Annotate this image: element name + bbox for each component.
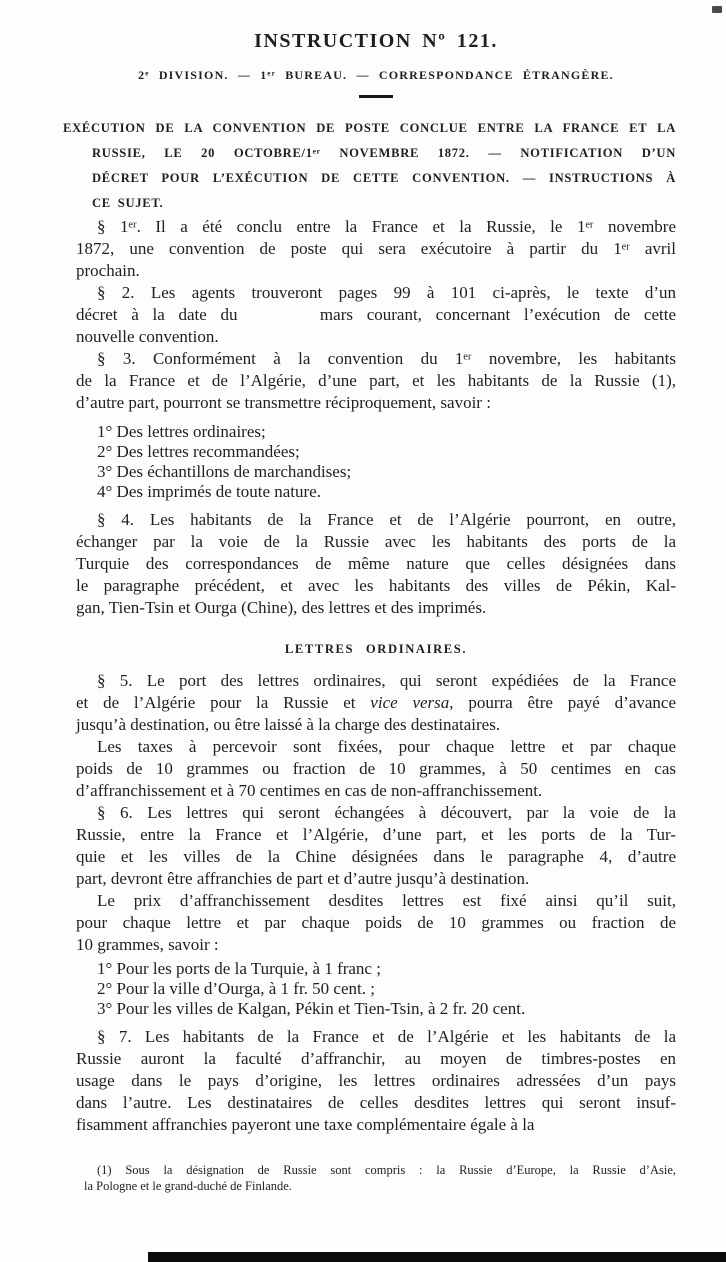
text-line: Turquie des correspondances de même nature que celles désignées dans (76, 554, 676, 573)
paragraph-3 (76, 348, 676, 414)
subject-heading (63, 116, 676, 216)
text-line: d’autre part, pourront se transmettre réciproquement, savoir : (76, 393, 491, 412)
text-line: § 3. Conformément à la convention du 1ᵉʳ novembre, les habitants (97, 349, 676, 368)
paragraph-6 (76, 802, 676, 890)
text-line: fisamment affranchies payeront une taxe complémentaire égale à la (76, 1115, 535, 1134)
paragraph-5 (76, 670, 676, 736)
document-body (63, 116, 676, 1136)
text-line: décret à la date du mars courant, concernant l’exécution de cette (76, 305, 676, 324)
paragraph-4 (76, 509, 676, 619)
text-line: échanger par la voie de la Russie avec les habitants des ports de la (76, 532, 676, 551)
text-line: Les taxes à percevoir sont fixées, pour chaque lettre et par chaque (97, 737, 676, 756)
paragraph-1 (76, 216, 676, 282)
section-lettres-ordinaires: LETTRES ORDINAIRES. (284, 642, 468, 656)
text-line: § 7. Les habitants de la France et de l’Algérie et les habitants de la (97, 1027, 676, 1046)
document-title: INSTRUCTION Nº 121. (254, 30, 498, 52)
paragraph-5-taxes (76, 736, 676, 802)
text-line: jusqu’à destination, ou être laissé à la charge des destinataires. (76, 715, 501, 734)
text-line: nouvelle convention. (76, 327, 219, 346)
text-line: de la France et de l’Algérie, d’une part, et les habitants de la Russie (1), (76, 371, 676, 390)
list-item: 4° Des imprimés de toute nature. (97, 482, 321, 501)
tariff-list (76, 959, 676, 1019)
correspondence-types-list (76, 422, 676, 502)
separator-rule (359, 95, 393, 98)
text-line: et de l’Algérie pour la Russie et vice versa, pourra être payé d’avance (76, 693, 676, 712)
text-line: prochain. (76, 261, 140, 280)
list-item: 2° Pour la ville d’Ourga, à 1 fr. 50 cent. ; (97, 979, 375, 998)
text-line: part, devront être affranchies de part et d’autre jusqu’à destination. (76, 869, 530, 888)
text-line: quie et les villes de la Chine désignées dans le paragraphe 4, d’autre (76, 847, 676, 866)
text-column (63, 28, 676, 1136)
paragraph-2 (76, 282, 676, 348)
text-line: le paragraphe précédent, et avec les habitants des villes de Pékin, Kal- (76, 576, 676, 595)
text-line: 1872, une convention de poste qui sera exécutoire à partir du 1ᵉʳ avril (76, 239, 676, 258)
paragraph-7 (76, 1026, 676, 1136)
text-line: § 2. Les agents trouveront pages 99 à 101 ci-après, le texte d’un (97, 283, 676, 302)
text-line: poids de 10 grammes ou fraction de 10 grammes, à 50 centimes en cas (76, 759, 676, 778)
text-line: d’affranchissement et à 70 centimes en cas de non-affranchissement. (76, 781, 543, 800)
list-item: 1° Des lettres ordinaires; (97, 422, 266, 441)
footnote (84, 1162, 676, 1194)
division-line: 2ᵉ DIVISION. — 1ᵉʳ BUREAU. — CORRESPONDANCE ÉTRANGÈRE. (138, 68, 614, 82)
scan-artifact-bar (148, 1252, 726, 1262)
text-line: Le prix d’affranchissement desdites lettres est fixé ainsi qu’il suit, (97, 891, 676, 910)
heading-line: EXÉCUTION DE LA CONVENTION DE POSTE CONCLUE ENTRE LA FRANCE ET LA (63, 121, 676, 135)
text-line: 10 grammes, savoir : (76, 935, 219, 954)
text-line: Russie auront la faculté d’affranchir, au moyen de timbres-postes en (76, 1049, 676, 1068)
text-line: § 4. Les habitants de la France et de l’Algérie pourront, en outre, (97, 510, 676, 529)
text-line: dans l’autre. Les destinataires de celles desdites lettres qui seront insuf- (76, 1093, 676, 1112)
heading-line: CE SUJET. (92, 196, 164, 210)
footnote-line: (1) Sous la désignation de Russie sont compris : la Russie d’Europe, la Russie d’Asie, (97, 1163, 676, 1177)
list-item: 1° Pour les ports de la Turquie, à 1 franc ; (97, 959, 381, 978)
text-line: Russie, entre la France et l’Algérie, d’une part, et les ports de la Tur- (76, 825, 676, 844)
text-line: usage dans le pays d’origine, les lettres ordinaires adressées d’un pays (76, 1071, 676, 1090)
heading-line: DÉCRET POUR L’EXÉCUTION DE CETTE CONVENTION. — INSTRUCTIONS À (92, 171, 676, 185)
list-item: 3° Pour les villes de Kalgan, Pékin et Tien-Tsin, à 2 fr. 20 cent. (97, 999, 526, 1018)
text-line: gan, Tien-Tsin et Ourga (Chine), des lettres et des imprimés. (76, 598, 487, 617)
text-line: § 5. Le port des lettres ordinaires, qui seront expédiées de la France (97, 671, 676, 690)
text-line: § 6. Les lettres qui seront échangées à découvert, par la voie de la (97, 803, 676, 822)
list-item: 2° Des lettres recommandées; (97, 442, 300, 461)
text-line: § 1ᵉʳ. Il a été conclu entre la France et la Russie, le 1ᵉʳ novembre (97, 217, 676, 236)
paragraph-6-prix (76, 890, 676, 956)
list-item: 3° Des échantillons de marchandises; (97, 462, 352, 481)
heading-line: RUSSIE, LE 20 OCTOBRE/1ᵉʳ NOVEMBRE 1872. — NOTIFICATION D’UN (92, 146, 676, 160)
scan-artifact-mark (712, 6, 722, 13)
footnote-line: la Pologne et le grand-duché de Finlande. (84, 1179, 292, 1193)
text-line: pour chaque lettre et par chaque poids de 10 grammes ou fraction de (76, 913, 676, 932)
